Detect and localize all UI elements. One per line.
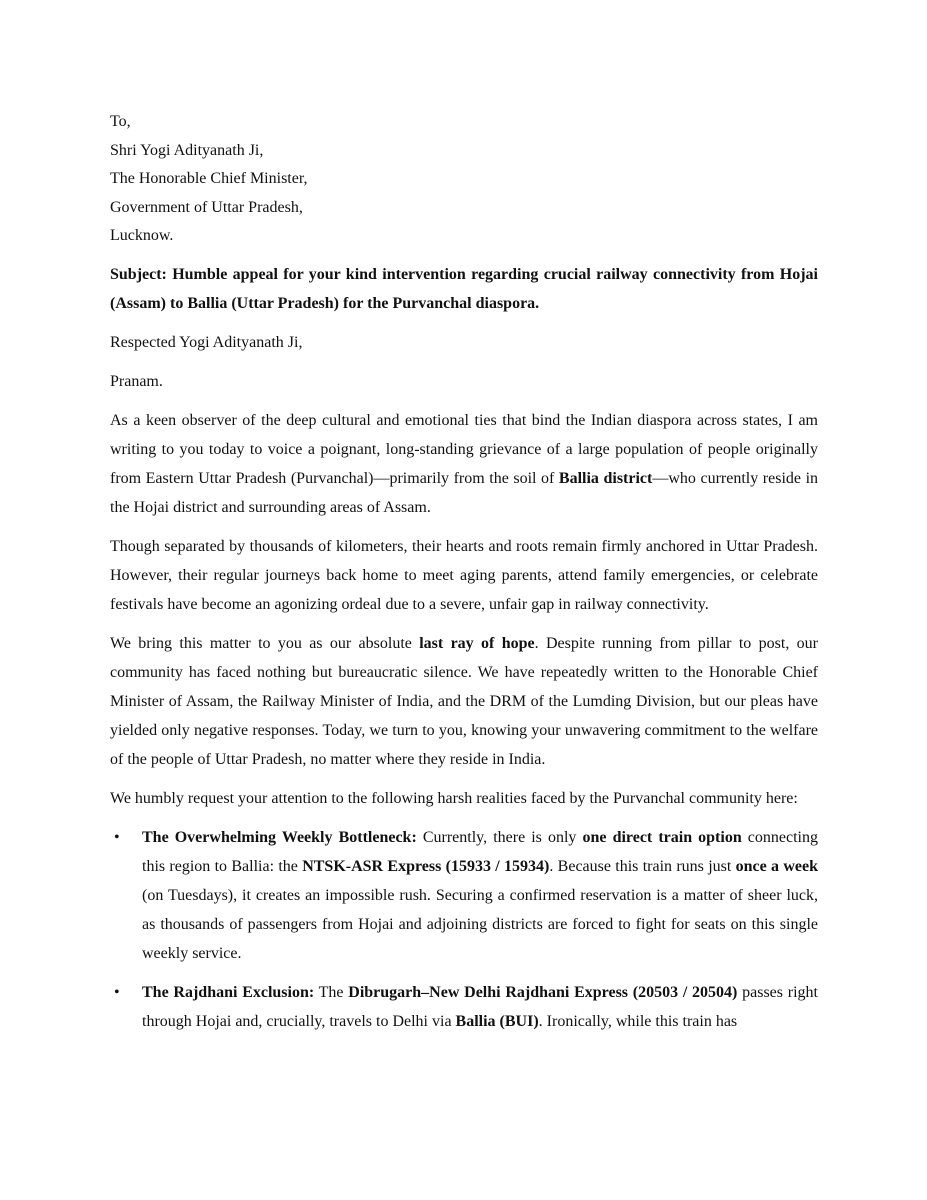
bullet-text: The [314,983,349,1001]
subject-line: Subject: Humble appeal for your kind intervention regarding crucial railway connectivity from Hojai (Assam) to Ballia (Uttar Pradesh) for the Purvanchal diaspora. [110,265,818,312]
address-line-city: Lucknow. [110,227,174,244]
letter-page [110,108,818,1046]
bullet-bold: Ballia (BUI) [455,1012,539,1030]
bullet-text: Currently, there is only [416,828,583,846]
salutation: Respected Yogi Adityanath Ji, [110,333,303,351]
bullet-text: passes right through Hojai and, crucially, travels to Delhi via [142,983,818,1030]
address-line-designation: The Honorable Chief Minister, [110,170,308,187]
bullet-text: connecting this region to Ballia: the [142,828,818,875]
bullet-text: . Ironically, while this train has [538,1012,738,1030]
address-line-government: Government of Uttar Pradesh, [110,198,303,216]
realities-list [110,823,818,1036]
paragraph-intro-bold: Ballia district [558,469,653,487]
list-item [110,823,818,968]
list-item [110,978,818,1036]
bullet-title: The Rajdhani Exclusion: [142,983,315,1001]
paragraph-intro [110,406,818,522]
bullet-bold: one direct train option [582,828,742,846]
address-line-name: Shri Yogi Adityanath Ji, [110,141,264,159]
paragraph-intro-text-c: —who currently reside in the Hojai district and surrounding areas of Assam. [110,469,819,516]
paragraph-separation: Though separated by thousands of kilometers, their hearts and roots remain firmly anchored in Uttar Pradesh. However, their regular journeys back home to meet aging parents, attend family emergencies, or celebrate festivals have become an agonizing ordeal due to a severe, unfair gap in railway connectivity. [110,537,818,613]
bullet-bold: once a week [735,857,819,875]
bullet-bold: NTSK-ASR Express (15933 / 15934) [302,857,550,875]
paragraph-request: We humbly request your attention to the following harsh realities faced by the Purvanchal community here: [110,789,798,807]
address-line-to: To, [110,113,131,130]
paragraph-last-hope-text-c: . Despite running from pillar to post, our community has faced nothing but bureaucratic silence. We have repeatedly written to the Honorable Chief Minister of Assam, the Railway Minister of India, and the DRM of the Lumding Division, but our pleas have yielded only negative responses. Today, we turn to you, knowing your unwavering commitment to the welfare of the people of Uttar Pradesh, no matter where they reside in India. [110,634,818,768]
paragraph-last-hope-bold: last ray of hope [419,634,535,652]
bullet-bold: Dibrugarh–New Delhi Rajdhani Express (20503 / 20504) [348,983,738,1001]
recipient-address [110,108,818,251]
bullet-title: The Overwhelming Weekly Bottleneck: [142,828,417,846]
paragraph-last-hope [110,629,818,774]
paragraph-intro-text-a: As a keen observer of the deep cultural and emotional ties that bind the Indian diaspora across states, I am writing to you today to voice a poignant, long-standing grievance of a large population of people originally from Eastern Uttar Pradesh (Purvanchal)—primarily from the soil of [110,411,818,487]
greeting: Pranam. [110,372,163,390]
bullet-text: . Because this train runs just [549,857,736,875]
bullet-text: (on Tuesdays), it creates an impossible rush. Securing a confirmed reservation is a matter of sheer luck, as thousands of passengers from Hojai and adjoining districts are forced to fight for seats on this single weekly service. [142,886,818,962]
bullet-icon: • [114,828,120,846]
paragraph-last-hope-text-a: We bring this matter to you as our absolute [110,634,420,652]
bullet-icon: • [114,983,120,1001]
